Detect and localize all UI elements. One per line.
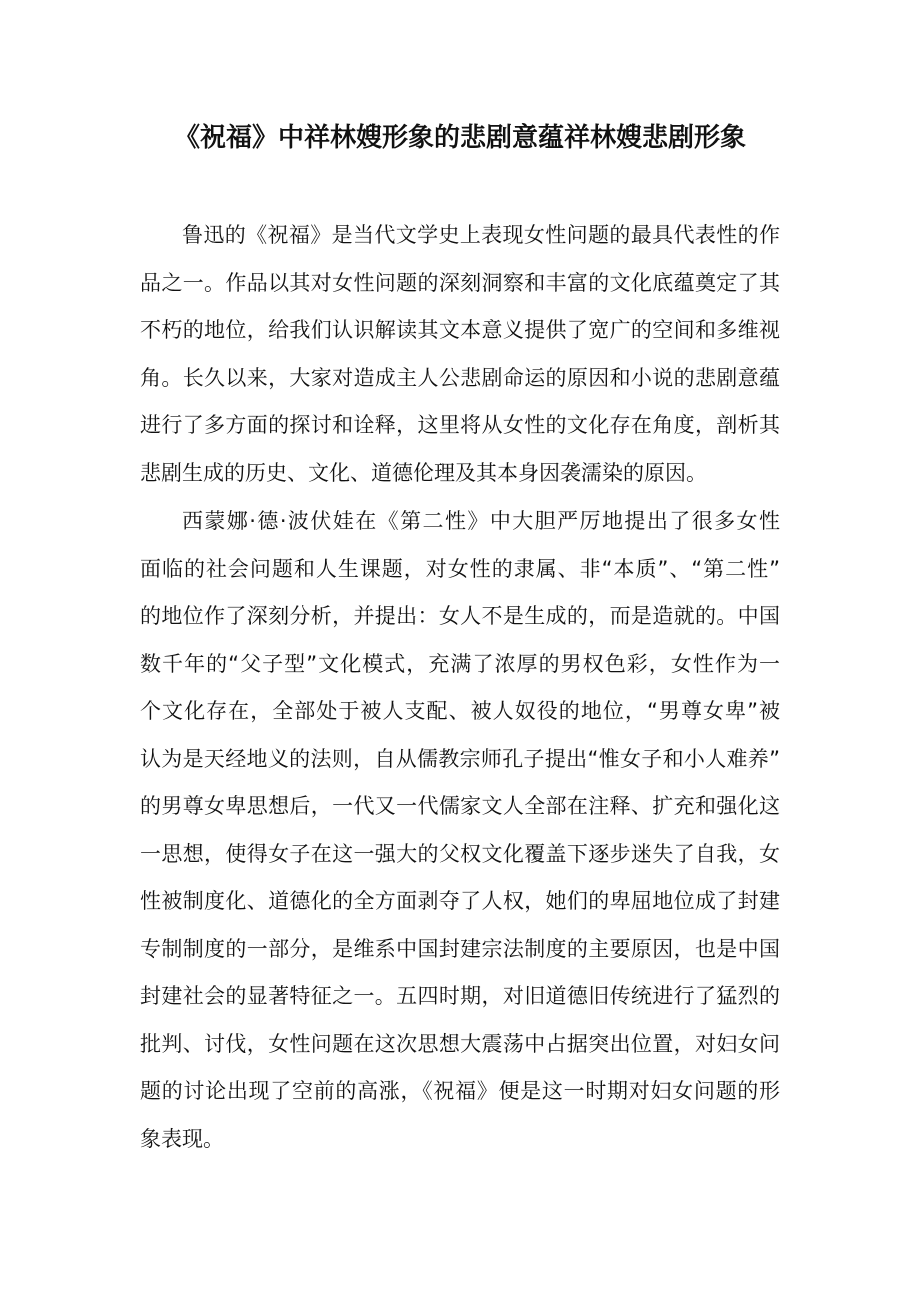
paragraph-line: 数千年的“父子型”文化模式，充满了浓厚的男权色彩，女性作为一 xyxy=(140,651,780,676)
paragraph-line: 角。长久以来，大家对造成主人公悲剧命运的原因和小说的悲剧意蕴 xyxy=(140,365,780,390)
paragraph-line: 认为是天经地义的法则，自从儒教宗师孔子提出“惟女子和小人难养” xyxy=(140,746,780,771)
paragraph-line: 西蒙娜·德·波伏娃在《第二性》中大胆严厉地提出了很多女性 xyxy=(182,509,780,533)
paragraph-line: 的地位作了深刻分析，并提出：女人不是生成的，而是造就的。中国 xyxy=(140,604,780,628)
paragraph-line: 题的讨论出现了空前的高涨，《祝福》便是这一时期对妇女问题的形 xyxy=(140,1079,780,1103)
paragraph-1 xyxy=(140,212,780,497)
paragraph-line: 悲剧生成的历史、文化、道德伦理及其本身因袭濡染的原因。 xyxy=(140,460,707,485)
paragraph-line: 批判、讨伐，女性问题在这次思想大震荡中占据突出位置，对妇女问 xyxy=(140,1031,780,1056)
paragraph-line: 一思想，使得女子在这一强大的父权文化覆盖下逐步迷失了自我，女 xyxy=(140,841,780,866)
paragraph-line: 的男尊女卑思想后，一代又一代儒家文人全部在注释、扩充和强化这 xyxy=(140,794,780,818)
paragraph-line: 封建社会的显著特征之一。五四时期，对旧道德旧传统进行了猛烈的 xyxy=(140,984,780,1008)
paragraph-line: 鲁迅的《祝福》是当代文学史上表现女性问题的最具代表性的作 xyxy=(182,223,780,247)
paragraph-line: 品之一。作品以其对女性问题的深刻洞察和丰富的文化底蕴奠定了其 xyxy=(140,270,780,295)
paragraph-line: 性被制度化、道德化的全方面剥夺了人权，她们的卑屈地位成了封建 xyxy=(140,889,780,913)
paragraph-line: 象表现。 xyxy=(140,1126,224,1151)
paragraph-2 xyxy=(140,498,780,1163)
paragraph-line: 面临的社会问题和人生课题，对女性的隶属、非“本质”、“第二性” xyxy=(140,556,780,581)
paragraph-line: 进行了多方面的探讨和诠释，这里将从女性的文化存在角度，剖析其 xyxy=(140,413,780,437)
document-title: 《祝福》中祥林嫂形象的悲剧意蕴祥林嫂悲剧形象 xyxy=(173,123,746,153)
paragraph-line: 不朽的地位，给我们认识解读其文本意义提供了宽广的空间和多维视 xyxy=(140,318,780,342)
paragraph-line: 个文化存在，全部处于被人支配、被人奴役的地位，“男尊女卑”被 xyxy=(140,699,780,723)
paragraph-line: 专制制度的一部分，是维系中国封建宗法制度的主要原因，也是中国 xyxy=(140,936,780,961)
